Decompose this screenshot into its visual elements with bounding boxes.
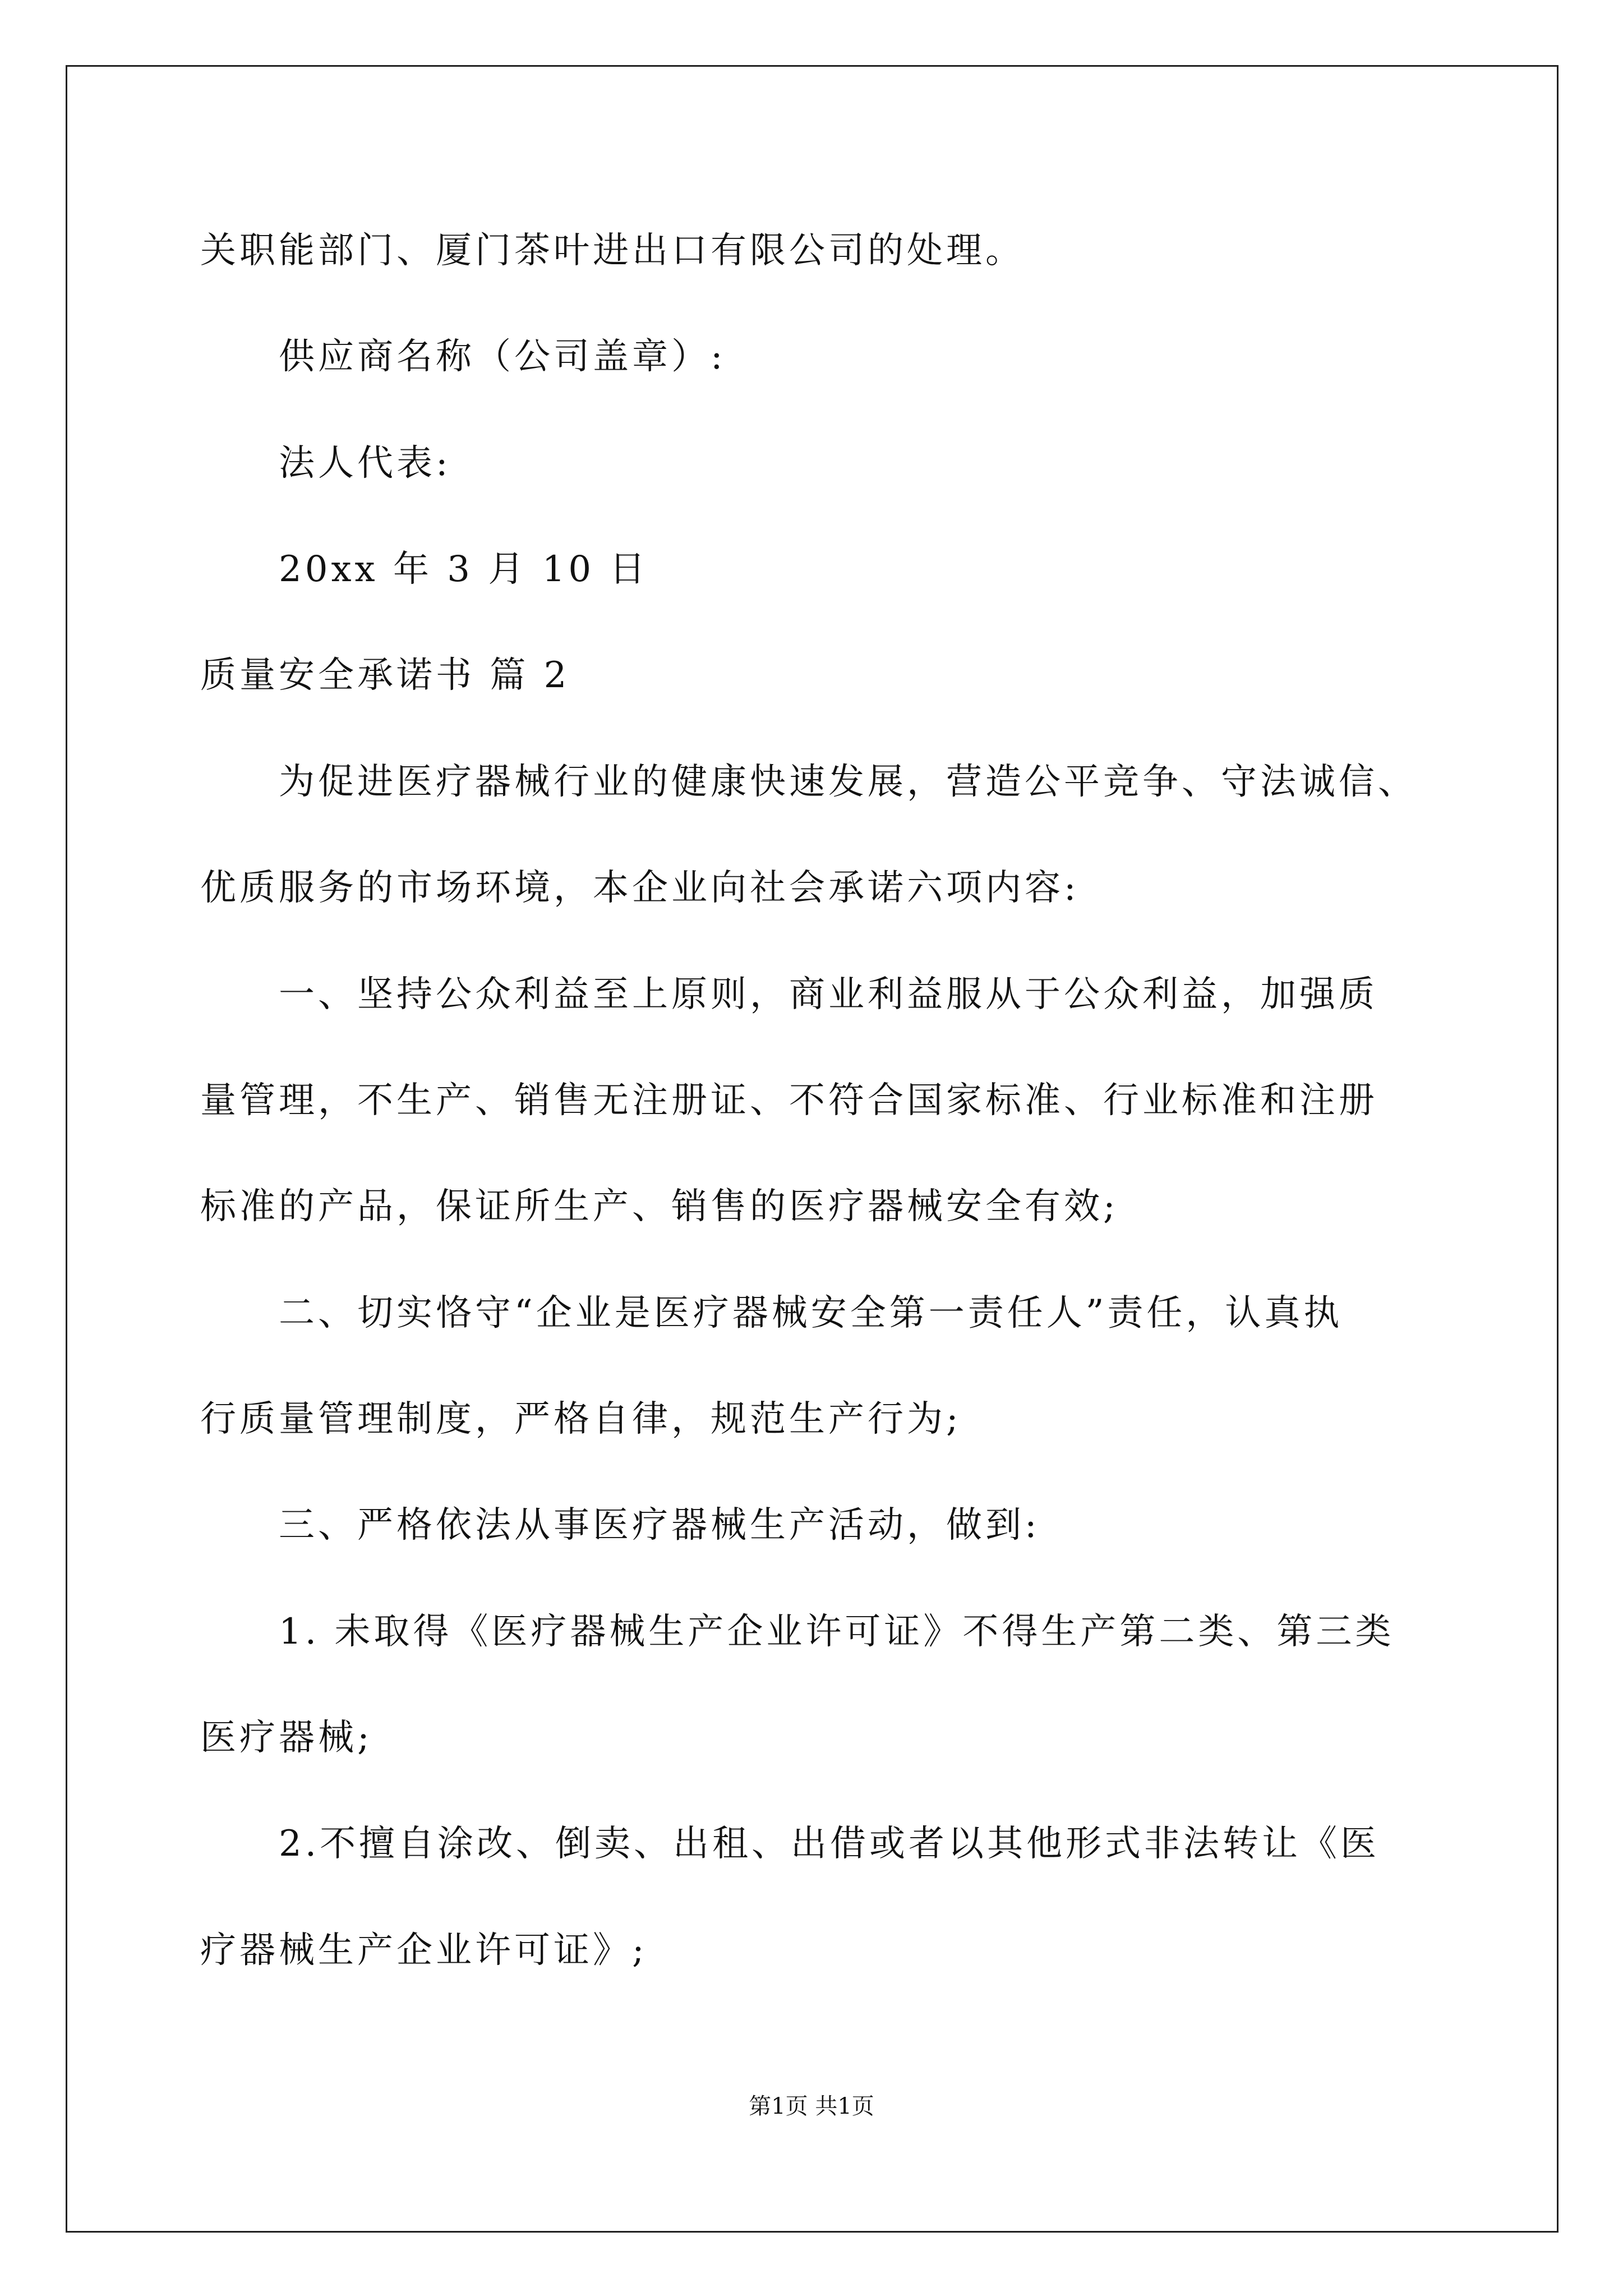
page-footer: 第1页 共1页	[749, 2093, 874, 2119]
text-line-1: 关职能部门、厦门茶叶进出口有限公司的处理。	[200, 230, 1025, 272]
section-heading: 质量安全承诺书 篇 2	[200, 655, 570, 696]
text-line-13: 三、严格依法从事医疗器械生产活动，做到:	[279, 1504, 1040, 1546]
text-line-17: 疗器械生产企业许可证》;	[200, 1930, 648, 1971]
text-line-14: 1. 未取得《医疗器械生产企业许可证》不得生产第二类、第三类	[279, 1611, 1395, 1653]
text-line-9: 量管理，不生产、销售无注册证、不符合国家标准、行业标准和注册	[200, 1080, 1378, 1121]
legal-representative-line: 法人代表:	[279, 443, 451, 484]
text-line-8: 一、坚持公众利益至上原则，商业利益服从于公众利益，加强质	[279, 974, 1378, 1015]
text-line-12: 行质量管理制度，严格自律，规范生产行为;	[200, 1398, 962, 1440]
text-line-16: 2.不擅自涂改、倒卖、出租、出借或者以其他形式非法转让《医	[279, 1823, 1380, 1865]
text-line-7: 优质服务的市场环境，本企业向社会承诺六项内容:	[200, 867, 1080, 909]
page-border	[66, 65, 1559, 2233]
text-line-10: 标准的产品，保证所生产、销售的医疗器械安全有效;	[200, 1186, 1119, 1227]
date-line: 20xx 年 3 月 10 日	[279, 549, 649, 590]
supplier-name-line: 供应商名称（公司盖章）:	[279, 336, 726, 378]
text-line-11: 二、切实恪守“企业是医疗器械安全第一责任人”责任，认真执	[279, 1292, 1343, 1334]
text-line-15: 医疗器械;	[200, 1717, 373, 1759]
text-line-6: 为促进医疗器械行业的健康快速发展，营造公平竞争、守法诚信、	[279, 761, 1417, 803]
